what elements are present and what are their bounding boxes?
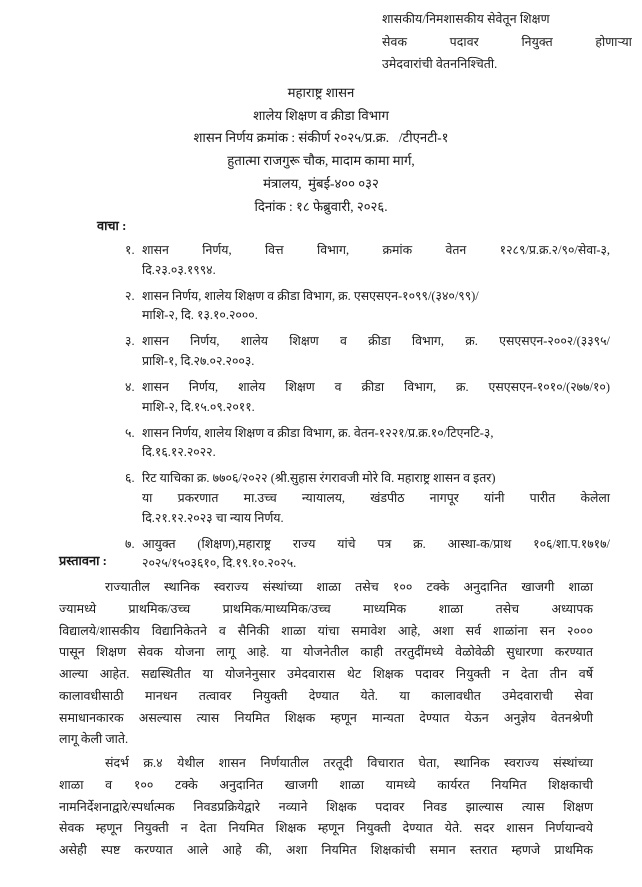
reference-line: शासन निर्णय, शालेय शिक्षण व क्रीडा विभाग, क्र. एसएसएन-२००२/(३३९५/ bbox=[142, 334, 610, 349]
paragraph-line: नामनिर्देशनाद्वारे/स्पर्धात्मक निवडप्रक्रियेद्वारे नव्याने शिक्षक पदावर निवड झाल्यास त्यास शिक्षण bbox=[59, 799, 593, 814]
subject-line-2: सेवक पदावर नियुक्त होणाऱ्या bbox=[382, 34, 632, 49]
paragraph-line: राज्यातील स्थानिक स्वराज्य संस्थांच्या शाळा तसेच १०० टक्के अनुदानित खाजगी शाळा bbox=[105, 580, 593, 594]
reference-line: शासन निर्णय, शालेय शिक्षण व क्रीडा विभाग, क्र. वेतन-१२२१/प्र.क्र.१०/टिएनटि-३, bbox=[142, 425, 494, 440]
body-text bbox=[59, 577, 593, 864]
reference-number: ५. bbox=[125, 425, 135, 440]
reference-item bbox=[125, 378, 610, 417]
reference-number: ३. bbox=[125, 334, 135, 349]
header-line-gr-number: शासन निर्णय क्रमांक : संकीर्ण २०२५/प्र.क्र. /टीएनटी-१ bbox=[193, 130, 449, 146]
paragraph-line: विद्यालये/शासकीय विद्यानिकेतने व सैनिकी शाळा यांचा समावेश आहे, अशा सर्व शाळांना सन २००० bbox=[59, 623, 593, 638]
reference-number: १. bbox=[125, 243, 135, 257]
reference-line: शासन निर्णय, वित्त विभाग, क्रमांक वेतन १२८९/प्र.क्र.२/९०/सेवा-३, bbox=[142, 243, 610, 257]
reference-line: माशि-२, दि. १३.१०.२०००. bbox=[142, 308, 258, 323]
paragraph bbox=[59, 753, 593, 862]
reference-number: ६. bbox=[125, 471, 135, 486]
header-line-department: शालेय शिक्षण व क्रीडा विभाग bbox=[253, 107, 389, 123]
reference-list bbox=[125, 241, 610, 580]
paragraph-line: संदर्भ क्र.४ येथील शासन निर्णयातील तरतूदी विचारात घेता, स्थानिक स्वराज्य संस्थांच्या bbox=[105, 756, 593, 770]
paragraph-line: लागू केली जाते. bbox=[59, 732, 129, 747]
reference-item bbox=[125, 424, 610, 463]
reference-item bbox=[125, 332, 610, 371]
reference-line: प्राशि-१, दि.२७.०२.२००३. bbox=[142, 353, 255, 368]
reference-body bbox=[142, 424, 610, 463]
reference-body bbox=[142, 332, 610, 371]
subject-line-1: शासकीय/निमशासकीय सेवेतून शिक्षण bbox=[382, 12, 550, 26]
reference-item bbox=[125, 535, 610, 574]
reference-number: ४. bbox=[125, 380, 135, 395]
reference-line: रिट याचिका क्र. ७७०६/२०२२ (श्री.सुहास रंगरावजी मोरे वि. महाराष्ट्र शासन व इतर) bbox=[142, 471, 496, 486]
reference-line: शासन निर्णय, शालेय शिक्षण व क्रीडा विभाग, क्र. एसएसएन-१०९९/(३४०/९९)/ bbox=[142, 288, 479, 303]
header-line-address: हुतात्मा राजगुरू चौक, मादाम कामा मार्ग, bbox=[227, 153, 415, 169]
vacha-label: वाचा : bbox=[97, 219, 127, 233]
reference-body bbox=[142, 241, 610, 280]
subject-block bbox=[382, 8, 632, 76]
paragraph-line: कालावधीसाठी मानधन तत्वावर नियुक्ती देण्यात येते. या कालावधीत उमेदवाराची सेवा bbox=[59, 688, 593, 703]
reference-item bbox=[125, 469, 610, 528]
reference-line: माशि-२, दि.१५.०९.२०११. bbox=[142, 399, 255, 414]
reference-body bbox=[142, 287, 610, 326]
paragraph-line: शाळा व १०० टक्के अनुदानित खाजगी शाळा यामध्ये कार्यरत नियमित शिक्षकाची bbox=[59, 777, 593, 792]
header-line-date: दिनांक : १८ फेब्रुवारी, २०२६. bbox=[254, 198, 388, 214]
reference-number: २. bbox=[125, 288, 135, 303]
reference-line: २०२५/१५०३६१०, दि.१९.१०.२०२५. bbox=[142, 556, 297, 571]
paragraph-line: सेवक म्हणून नियुक्ती न देता नियमित शिक्षक म्हणून नियुक्ती देण्यात येते. सदर शासन निर्णयान्वये bbox=[59, 821, 593, 836]
header-line-mantralaya: मंत्रालय, मुंबई-४०० ०३२ bbox=[263, 175, 379, 191]
reference-body bbox=[142, 535, 610, 574]
reference-item bbox=[125, 241, 610, 280]
government-header bbox=[0, 82, 642, 218]
reference-number: ७. bbox=[125, 536, 135, 551]
header-line-state: महाराष्ट्र शासन bbox=[287, 85, 355, 100]
reference-line: या प्रकरणात मा.उच्च न्यायालय, खंडपीठ नागपूर यांनी पारीत केलेला bbox=[142, 491, 610, 506]
reference-line: दि.२१.१२.२०२३ चा न्याय निर्णय. bbox=[142, 510, 284, 525]
paragraph-line: असेही स्पष्ट करण्यात आले आहे की, अशा नियमित शिक्षकांची समान स्तरात म्हणजे प्राथमिक bbox=[59, 843, 593, 857]
reference-line: शासन निर्णय, शालेय शिक्षण व क्रीडा विभाग, क्र. एसएसएन-१०१०/(२७७/१०) bbox=[142, 380, 610, 395]
reference-body bbox=[142, 378, 610, 417]
paragraph-line: पासून शिक्षण सेवक योजना लागू आहे. या योजनेतील काही तरतुदींमध्ये वेळोवेळी सुधारणा करण्यात bbox=[59, 645, 593, 660]
subject-line-3: उमेदवारांची वेतननिश्चिती. bbox=[382, 57, 498, 72]
prastavana-label: प्रस्तावना : bbox=[59, 554, 107, 568]
paragraph-line: आल्या आहेत. सद्यस्थितीत या योजनेनुसार उमेदवारास थेट शिक्षक पदावर नियुक्ती न देता तीन वर्षे bbox=[59, 667, 593, 681]
reference-body bbox=[142, 469, 610, 528]
reference-item bbox=[125, 287, 610, 326]
reference-line: दि.२३.०३.१९९४. bbox=[142, 262, 216, 277]
paragraph-line: समाधानकारक असल्यास त्यास नियमित शिक्षक म्हणून मान्यता देण्यात येऊन अनुज्ञेय वेतनश्रेणी bbox=[59, 710, 593, 725]
paragraph-line: ज्यामध्ये प्राथमिक/उच्च प्राथमिक/माध्यमिक/उच्च माध्यमिक शाळा तसेच अध्यापक bbox=[59, 601, 593, 616]
paragraph bbox=[59, 577, 593, 751]
reference-line: आयुक्त (शिक्षण),महाराष्ट्र राज्य यांचे पत्र क्र. आस्था-क/प्राथ १०६/शा.प.१७१७/ bbox=[142, 536, 610, 551]
reference-line: दि.१६.१२.२०२२. bbox=[142, 445, 216, 460]
